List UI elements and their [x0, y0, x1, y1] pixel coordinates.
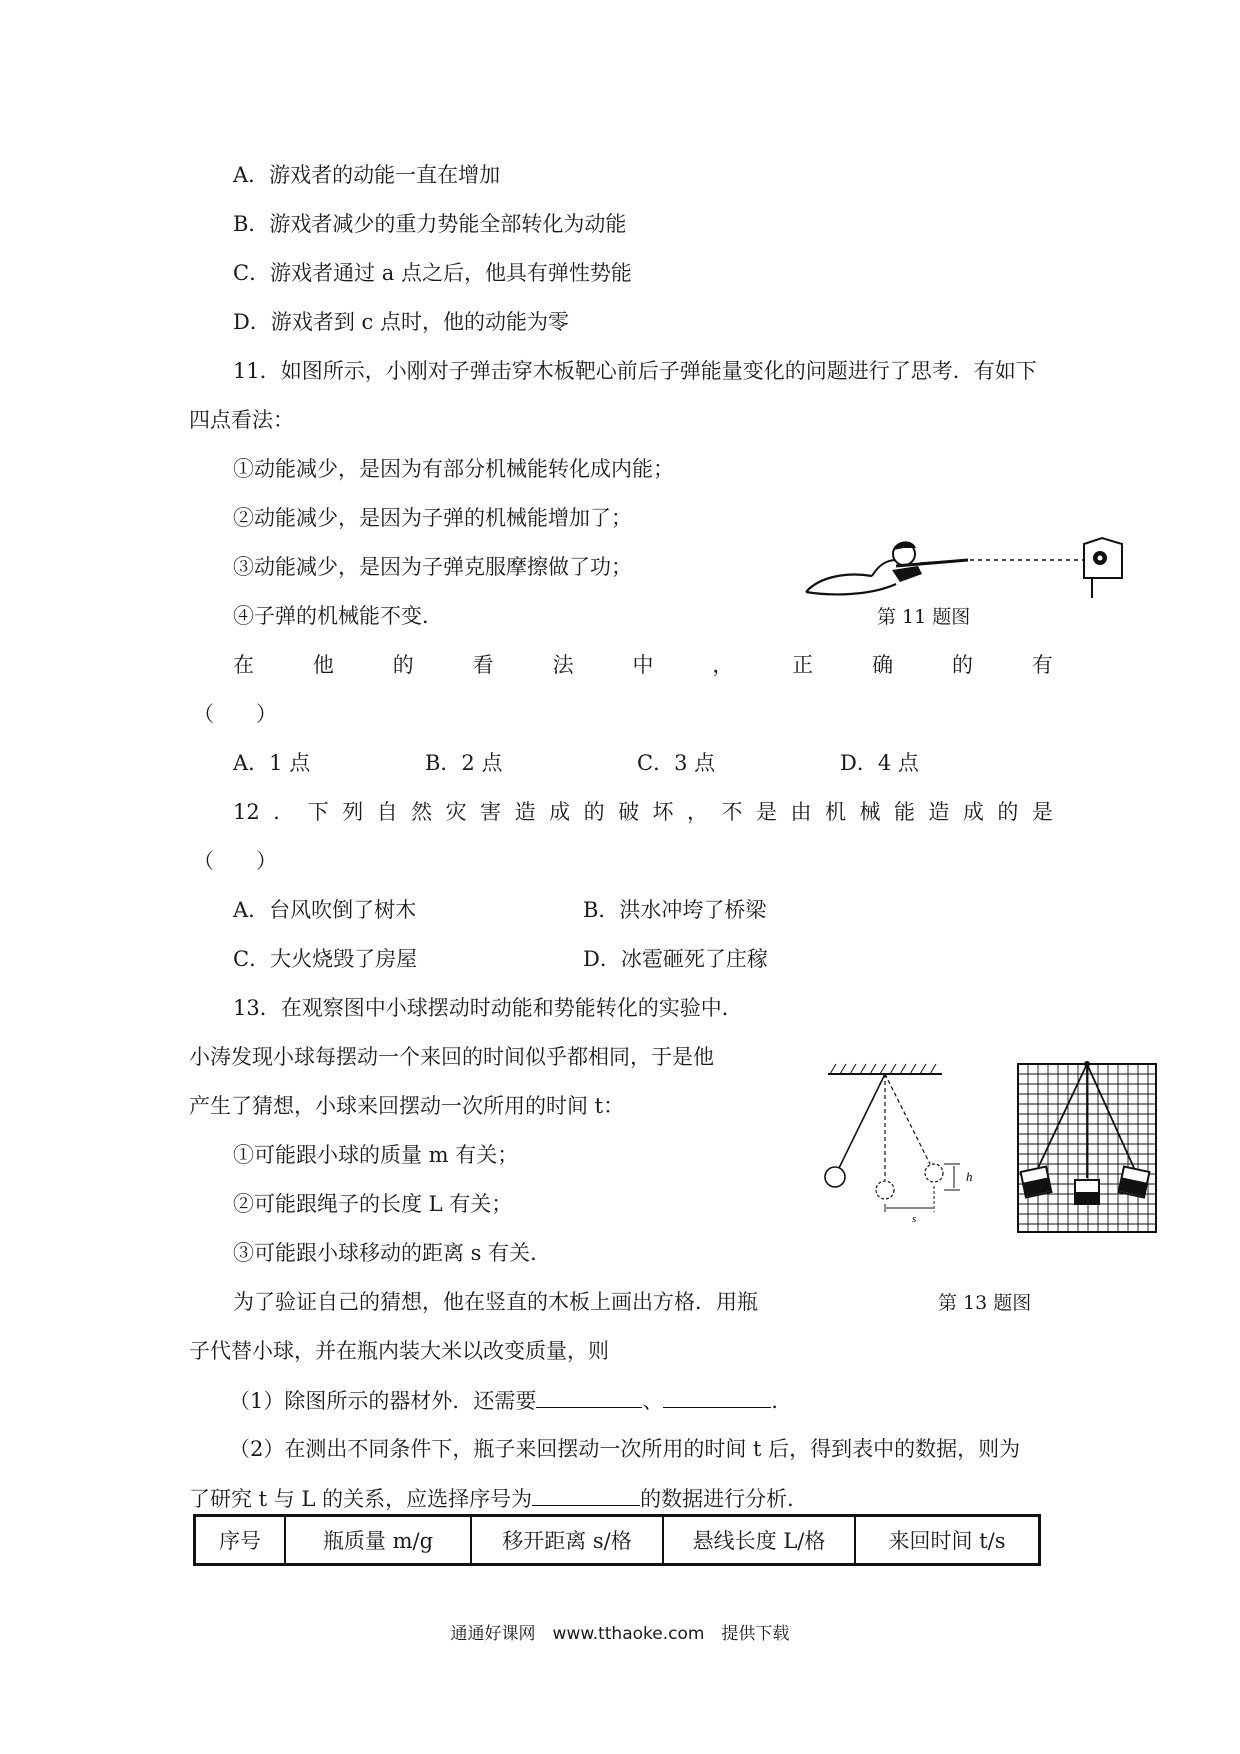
q11-view-2: ②动能减少，是因为子弹的机械能增加了；: [233, 506, 632, 530]
q11-char: 在: [233, 653, 254, 677]
q12-char: 是: [756, 800, 777, 824]
q10-option-d: D．游戏者到 c 点时，他的动能为零: [233, 310, 569, 334]
q13-line-7: 为了验证自己的猜想，他在竖直的木板上画出方格．用瓶: [233, 1290, 758, 1314]
q13-stem: 13．在观察图中小球摆动时动能和势能转化的实验中．: [233, 996, 743, 1020]
q11-stem-line1: 11．如图所示，小刚对子弹击穿木板靶心前后子弹能量变化的问题进行了思考．有如下: [233, 359, 1037, 383]
q12-char: 列: [342, 800, 364, 824]
q12-char: 然: [411, 800, 433, 824]
q13-data-table: [193, 1514, 1041, 1566]
q11-answer-paren: （ ）: [193, 702, 277, 726]
q12-char: 不: [721, 800, 743, 824]
q13-figure-grid-board: [1012, 1052, 1162, 1236]
q12-char: ．: [273, 800, 295, 824]
q13-part-1-sep: 、: [642, 1389, 664, 1413]
q11-char: 法: [552, 653, 574, 677]
table-header-cell: 瓶质量 m/g: [285, 1516, 471, 1565]
q13-hypothesis-2: ②可能跟绳子的长度 L 有关；: [233, 1192, 513, 1216]
q12-answer-paren: （ ）: [193, 849, 277, 873]
q12-char: 的: [583, 800, 605, 824]
table-header-cell: 移开距离 s/格: [471, 1516, 663, 1565]
q13-figure-h-label: h: [966, 1169, 973, 1184]
q11-figure-caption: 第 11 题图: [877, 606, 971, 628]
q11-question-line: [233, 652, 1053, 678]
table-header-cell: 序号: [195, 1516, 286, 1565]
q13-hypothesis-1: ①可能跟小球的质量 m 有关；: [233, 1143, 519, 1167]
q12-char: 12: [233, 800, 260, 824]
q11-stem-line2: 四点看法：: [189, 408, 294, 432]
q11-char: 的: [392, 653, 414, 677]
q13-answer-blank-1[interactable]: [536, 1387, 642, 1408]
page-footer: 通通好课网 www.tthaoke.com 提供下载: [450, 1624, 790, 1644]
q11-char: 确: [872, 653, 894, 677]
q12-char: 破: [618, 800, 640, 824]
q11-char: 看: [472, 653, 494, 677]
q11-view-1: ①动能减少，是因为有部分机械能转化成内能；: [233, 457, 674, 481]
q12-char: 由: [790, 800, 812, 824]
q13-figure-caption: 第 13 题图: [938, 1292, 1032, 1314]
q11-char: 有: [1031, 653, 1053, 677]
q12-char: 灾: [445, 800, 467, 824]
q11-view-4: ④子弹的机械能不变．: [233, 604, 443, 628]
q13-answer-blank-2[interactable]: [663, 1387, 771, 1408]
q11-view-3: ③动能减少，是因为子弹克服摩擦做了功；: [233, 555, 632, 579]
q10-option-a: A．游戏者的动能一直在增加: [233, 163, 501, 187]
table-header-cell: 来回时间 t/s: [855, 1516, 1040, 1565]
q13-line-8: 子代替小球，并在瓶内装大米以改变质量，则: [189, 1339, 609, 1363]
q13-figure-s-label: s: [912, 1213, 917, 1225]
q10-option-c: C．游戏者通过 a 点之后，他具有弹性势能: [233, 261, 632, 285]
q12-char: 的: [997, 800, 1019, 824]
q12-char: 坏: [652, 800, 674, 824]
q11-char: 中: [632, 653, 654, 677]
q11-option-b: B．2 点: [425, 751, 503, 775]
q11-figure-shooter: [800, 530, 1140, 610]
q13-answer-blank-3[interactable]: [532, 1485, 640, 1506]
q12-option-b: B．洪水冲垮了桥梁: [583, 898, 767, 922]
q13-figure-pendulum: [820, 1060, 980, 1240]
q11-char: ，: [712, 653, 734, 677]
q12-char: 成: [962, 800, 984, 824]
q11-char: 的: [952, 653, 974, 677]
q13-line-2: 小涛发现小球每摆动一个来回的时间似乎都相同，于是他: [189, 1045, 714, 1069]
q12-char: 成: [549, 800, 571, 824]
q13-part-1-prefix: （1）除图所示的器材外．还需要: [229, 1389, 537, 1413]
q12-char: 造: [514, 800, 536, 824]
q12-option-c: C．大火烧毁了房屋: [233, 947, 418, 971]
q13-part-2-line-2: [189, 1485, 808, 1512]
q13-part-2-suffix: 的数据进行分析．: [640, 1487, 809, 1511]
q11-char: 正: [792, 653, 814, 677]
q13-part-1-end: ．: [771, 1389, 793, 1413]
q12-char: 下: [307, 800, 329, 824]
q13-hypothesis-3: ③可能跟小球移动的距离 s 有关．: [233, 1241, 552, 1265]
q12-char: ，: [687, 800, 709, 824]
q13-line-3: 产生了猜想，小球来回摆动一次所用的时间 t：: [189, 1094, 625, 1118]
q13-part-2-prefix: 了研究 t 与 L 的关系，应选择序号为: [189, 1487, 533, 1511]
q11-option-a: A．1 点: [233, 751, 311, 775]
q12-char: 是: [1031, 800, 1053, 824]
q10-option-b: B．游戏者减少的重力势能全部转化为动能: [233, 212, 627, 236]
q12-option-d: D．冰雹砸死了庄稼: [583, 947, 768, 971]
table-header-row: [195, 1516, 1040, 1565]
q12-char: 造: [928, 800, 950, 824]
q13-part-1: [229, 1387, 792, 1414]
q12-char: 机: [824, 800, 846, 824]
q12-char: 害: [480, 800, 502, 824]
q12-char: 自: [376, 800, 398, 824]
q11-option-c: C．3 点: [637, 751, 716, 775]
q11-option-d: D．4 点: [840, 751, 919, 775]
q12-char: 械: [859, 800, 881, 824]
q13-part-2-line-1: （2）在测出不同条件下，瓶子来回摆动一次所用的时间 t 后，得到表中的数据，则为: [229, 1437, 1021, 1461]
q12-char: 能: [893, 800, 915, 824]
q11-char: 他: [312, 653, 334, 677]
table-header-cell: 悬线长度 L/格: [663, 1516, 855, 1565]
q12-option-a: A．台风吹倒了树木: [233, 898, 417, 922]
q12-stem-line: [233, 799, 1053, 825]
